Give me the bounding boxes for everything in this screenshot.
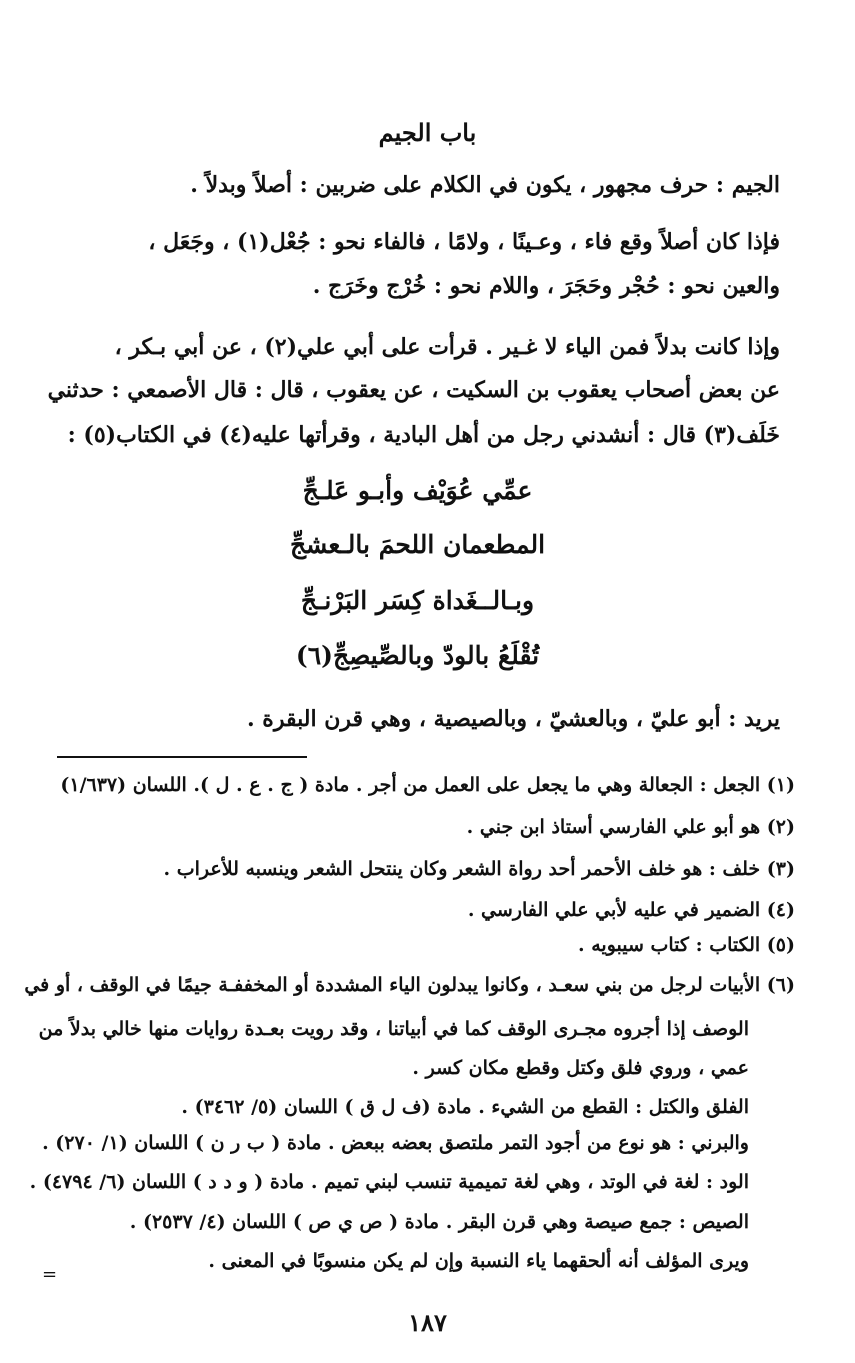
- footnote: (٦) الأبيات لرجل من بني سعـد ، وكانوا يبدلون الياء المشددة أو المخففـة جيمًا في الوقف ، أو في: [24, 974, 795, 996]
- footnote-continuation: الفلق والكتل : القطع من الشيء . مادة (ف ل ق ) اللسان (٥/ ٣٤٦٢) .: [181, 1096, 749, 1118]
- footnote: (٣) خلف : هو خلف الأحمر أحد رواة الشعر وكان ينتحل الشعر وينسبه للأعراب .: [163, 858, 795, 880]
- body-line: خَلَف(٣) قال : أنشدني رجل من أهل البادية ، وقرأتها عليه(٤) في الكتاب(٥) :: [67, 422, 780, 448]
- footnote-continuation: عمي ، وروي فلق وكتل وقطع مكان كسر .: [412, 1057, 749, 1079]
- chapter-title: باب الجيم: [378, 118, 477, 147]
- footnote-separator: [57, 756, 307, 758]
- footnote: (٤) الضمير في عليه لأبي علي الفارسي .: [467, 899, 795, 921]
- closing-line: يريد : أبو عليّ ، وبالعشيّ ، وبالصيصية ، وهي قرن البقرة .: [246, 706, 780, 732]
- footnote: (٢) هو أبو علي الفارسي أستاذ ابن جني .: [466, 816, 795, 838]
- footnote: (٥) الكتاب : كتاب سيبويه .: [577, 934, 795, 956]
- body-line: الجيم : حرف مجهور ، يكون في الكلام على ضربين : أصلاً وبدلاً .: [190, 172, 780, 198]
- body-line: فإذا كان أصلاً وقع فاء ، وعـينًا ، ولامًا ، فالفاء نحو : جُعْل(١) ، وجَعَل ،: [148, 229, 780, 255]
- poem-verse: المطعمان اللحمَ بالـعشجِّ: [289, 530, 546, 559]
- poem-verse: عمِّي عُوَيْف وأبـو عَلـجِّ: [302, 476, 533, 505]
- poem-verse: تُقْلَعُ بالودّ وبالصِّيصِجِّ(٦): [295, 641, 540, 670]
- footnote-continuation: ويرى المؤلف أنه ألحقهما ياء النسبة وإن لم يكن منسوبًا في المعنى .: [208, 1250, 749, 1272]
- page-number: ١٨٧: [408, 1308, 447, 1337]
- footnote-continuation: الود : لغة في الوتد ، وهي لغة تميمية تنسب لبني تميم . مادة ( و د د ) اللسان (٦/ ٤٧٩٤) .: [29, 1171, 749, 1193]
- body-line: عن بعض أصحاب يعقوب بن السكيت ، عن يعقوب ، قال : قال الأصمعي : حدثني: [47, 377, 780, 403]
- footnote-continuation: الصيص : جمع صيصة وهي قرن البقر . مادة ( ص ي ص ) اللسان (٤/ ٢٥٣٧) .: [129, 1211, 749, 1233]
- footnote-continuation: والبرني : هو نوع من أجود التمر ملتصق بعضه ببعض . مادة ( ب ر ن ) اللسان (١/ ٢٧٠) .: [42, 1132, 749, 1154]
- poem-verse: وبـالــغَداة كِسَر البَرْنـجِّ: [300, 586, 535, 615]
- footnote: (١) الجعل : الجعالة وهي ما يجعل على العمل من أجر . مادة ( ج . ع . ل ). اللسان (١/٦٣٧): [60, 774, 795, 796]
- body-line: والعين نحو : حُجْر وحَجَرَ ، واللام نحو : خُرْج وخَرَج .: [312, 273, 780, 299]
- margin-mark: =: [42, 1264, 58, 1285]
- body-line: وإذا كانت بدلاً فمن الياء لا غـير . قرأت على أبي علي(٢) ، عن أبي بـكر ،: [114, 334, 780, 360]
- footnote-continuation: الوصف إذا أجروه مجـرى الوقف كما في أبياتنا ، وقد رويت بعـدة روايات منها خالي بدلاً من: [38, 1018, 749, 1040]
